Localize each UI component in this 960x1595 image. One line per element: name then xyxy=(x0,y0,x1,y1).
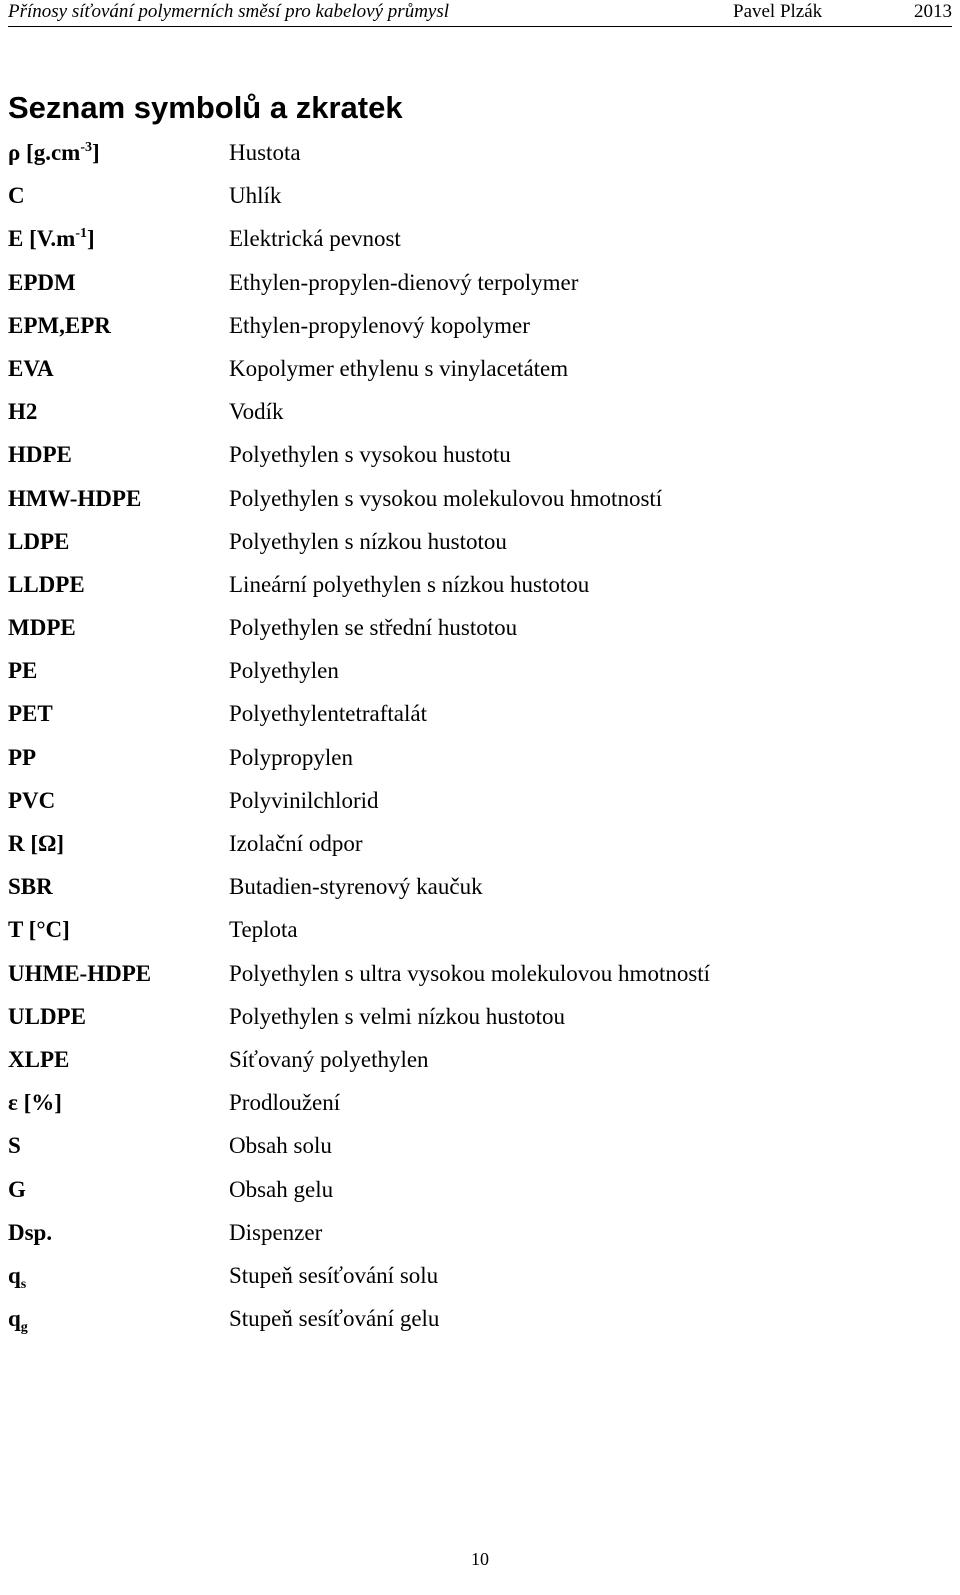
list-item xyxy=(8,606,938,649)
list-item xyxy=(8,822,938,865)
page-header xyxy=(8,0,952,27)
symbol-description: Síťovaný polyethylen xyxy=(229,1046,429,1072)
symbol-superscript: -1 xyxy=(75,226,87,242)
symbol-description: Polyethylen s velmi nízkou hustotou xyxy=(229,1003,566,1029)
list-item xyxy=(8,390,938,433)
list-item xyxy=(8,217,938,260)
symbol-text: HDPE xyxy=(8,442,72,468)
symbol-description: Polyethylen s vysokou hustotu xyxy=(229,442,511,468)
symbol-text: ULDPE xyxy=(8,1003,86,1029)
symbol-abbreviation xyxy=(8,865,53,908)
list-item xyxy=(8,908,938,951)
symbol-description: Elektrická pevnost xyxy=(229,226,401,252)
symbol-abbreviation xyxy=(8,390,37,433)
symbol-subscript: g xyxy=(20,1320,28,1336)
symbol-unit-close: ] xyxy=(92,140,100,165)
symbol-text: PVC xyxy=(8,787,56,813)
symbol-text: ε [%] xyxy=(8,1090,62,1116)
symbol-description: Polyethylen s nízkou hustotou xyxy=(229,528,507,554)
symbol-abbreviation xyxy=(8,736,36,779)
symbol-text: q xyxy=(8,1306,21,1332)
symbol-abbreviation xyxy=(8,649,37,692)
symbol-abbreviation xyxy=(8,995,86,1038)
symbol-text: EPDM xyxy=(8,269,76,295)
symbol-text: SBR xyxy=(8,874,53,900)
symbol-text: C xyxy=(8,183,25,209)
symbol-description: Butadien-styrenový kaučuk xyxy=(229,874,483,900)
symbol-abbreviation xyxy=(8,1254,26,1297)
symbol-description: Izolační odpor xyxy=(229,831,363,856)
symbol-abbreviation xyxy=(8,1211,52,1254)
symbol-description: Polyvinilchlorid xyxy=(229,787,379,813)
symbol-description: Prodloužení xyxy=(229,1090,341,1116)
list-item xyxy=(8,477,938,520)
symbol-description: Obsah solu xyxy=(229,1133,332,1159)
symbol-superscript: -3 xyxy=(80,140,93,155)
symbol-abbreviation xyxy=(8,822,64,865)
list-item xyxy=(8,736,938,779)
symbol-abbreviation xyxy=(8,1168,26,1211)
symbol-text: LLDPE xyxy=(8,571,85,597)
symbol-description: Stupeň sesíťování gelu xyxy=(229,1306,440,1332)
symbol-subscript: s xyxy=(20,1276,27,1292)
symbol-text: PP xyxy=(8,744,37,770)
symbol-text: EPM,EPR xyxy=(8,312,111,338)
list-item xyxy=(8,304,938,347)
symbol-abbreviation xyxy=(8,952,151,995)
symbol-text: ρ [g.cm xyxy=(8,140,81,165)
symbol-description: Lineární polyethylen s nízkou hustotou xyxy=(229,571,590,597)
symbol-abbreviation xyxy=(8,131,100,174)
thesis-title: Přínosy síťování polymerních směsí pro kabelový průmysl xyxy=(8,1,450,22)
symbol-text: E [V.m xyxy=(8,226,76,252)
symbol-abbreviation xyxy=(8,606,76,649)
symbol-text: S xyxy=(8,1133,21,1159)
list-item xyxy=(8,1168,938,1211)
symbol-text: LDPE xyxy=(8,528,70,554)
symbol-text: T [°C] xyxy=(8,917,70,943)
symbol-abbreviation xyxy=(8,908,70,951)
symbol-description: Polyethylentetraftalát xyxy=(229,701,427,727)
list-item xyxy=(8,131,938,174)
symbol-text: PET xyxy=(8,701,53,727)
symbol-abbreviation xyxy=(8,1081,62,1124)
symbol-abbreviation xyxy=(8,261,76,304)
list-item xyxy=(8,261,938,304)
symbol-description: Polyethylen s vysokou molekulovou hmotností xyxy=(229,485,663,511)
symbol-description: Teplota xyxy=(229,917,298,943)
symbol-abbreviation xyxy=(8,563,85,606)
symbol-abbreviation xyxy=(8,692,53,735)
symbol-text: MDPE xyxy=(8,615,76,641)
symbol-abbreviation xyxy=(8,174,25,217)
publication-year: 2013 xyxy=(914,1,952,22)
symbol-abbreviation xyxy=(8,1038,69,1081)
symbol-description: Stupeň sesíťování solu xyxy=(229,1262,439,1288)
list-item xyxy=(8,995,938,1038)
symbol-abbreviation xyxy=(8,1297,28,1340)
symbol-description: Kopolymer ethylenu s vinylacetátem xyxy=(229,355,569,381)
symbol-text: G xyxy=(8,1176,26,1202)
symbol-text: Dsp. xyxy=(8,1219,53,1245)
symbol-unit-close: ] xyxy=(86,226,95,252)
list-item xyxy=(8,1254,938,1297)
symbol-text: XLPE xyxy=(8,1046,70,1072)
list-item xyxy=(8,1211,938,1254)
page-number: 10 xyxy=(471,1549,489,1569)
symbol-abbreviation xyxy=(8,520,69,563)
symbol-abbreviation xyxy=(8,477,141,520)
list-item xyxy=(8,1297,938,1340)
list-item xyxy=(8,433,938,476)
symbol-abbreviation xyxy=(8,1124,21,1167)
symbol-abbreviation xyxy=(8,347,54,390)
symbol-text: UHME-HDPE xyxy=(8,960,152,986)
author-name: Pavel Plzák xyxy=(733,1,823,22)
section-heading: Seznam symbolů a zkratek xyxy=(8,90,403,125)
symbol-abbreviation xyxy=(8,304,111,347)
symbol-description: Obsah gelu xyxy=(229,1176,334,1202)
symbol-description: Polyethylen xyxy=(229,658,339,684)
list-item xyxy=(8,865,938,908)
symbol-description: Polypropylen xyxy=(229,744,353,770)
symbol-description: Ethylen-propylenový kopolymer xyxy=(229,312,530,338)
symbol-description: Hustota xyxy=(229,140,301,165)
symbol-text: H2 xyxy=(8,399,38,425)
symbol-text: R [Ω] xyxy=(8,831,65,856)
symbol-description: Vodík xyxy=(229,399,284,425)
symbol-description: Uhlík xyxy=(229,183,282,209)
symbol-text: q xyxy=(8,1262,21,1288)
list-item xyxy=(8,1081,938,1124)
symbol-abbreviation xyxy=(8,779,55,822)
list-item xyxy=(8,563,938,606)
list-item xyxy=(8,1124,938,1167)
list-item xyxy=(8,649,938,692)
symbol-abbreviation xyxy=(8,217,95,260)
list-item xyxy=(8,347,938,390)
symbol-description: Ethylen-propylen-dienový terpolymer xyxy=(229,269,579,295)
list-item xyxy=(8,779,938,822)
symbol-text: EVA xyxy=(8,355,54,381)
list-item xyxy=(8,952,938,995)
list-item xyxy=(8,692,938,735)
list-item xyxy=(8,520,938,563)
symbol-abbreviation xyxy=(8,433,72,476)
symbols-list xyxy=(8,131,938,1340)
symbol-description: Dispenzer xyxy=(229,1219,323,1245)
list-item xyxy=(8,1038,938,1081)
symbol-description: Polyethylen se střední hustotou xyxy=(229,615,518,641)
list-item xyxy=(8,174,938,217)
symbol-description: Polyethylen s ultra vysokou molekulovou hmotností xyxy=(229,960,711,986)
symbol-text: HMW-HDPE xyxy=(8,485,142,511)
symbol-text: PE xyxy=(8,658,38,684)
